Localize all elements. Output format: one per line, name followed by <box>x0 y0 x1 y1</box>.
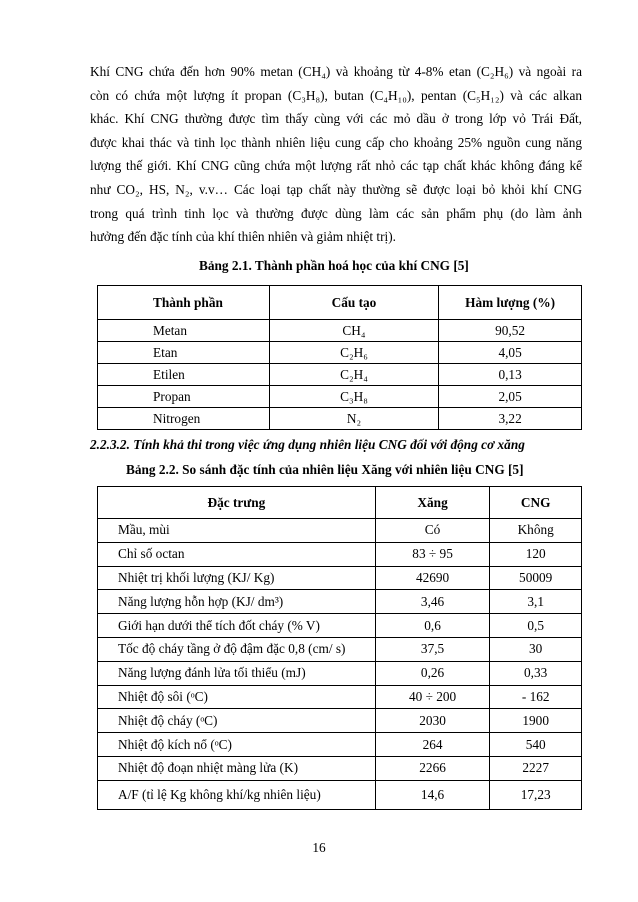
table-row <box>98 566 582 590</box>
paragraph-line: còn có chứa một lượng ít propan (C₃H₈), butan (C₄H₁₀), pentan (C₅H₁₂) và các alkan <box>90 87 582 103</box>
table-cell: 83 ÷ 95 <box>375 542 490 566</box>
table-row <box>98 661 582 685</box>
table-cell: Nhiệt độ đoạn nhiệt màng lửa (K) <box>98 756 376 780</box>
header-cell: CNG <box>490 487 582 519</box>
table-cell: 90,52 <box>439 320 582 342</box>
table-cell: 30 <box>490 637 582 661</box>
table-cell: 40 ÷ 200 <box>375 685 490 709</box>
table-cell: 0,5 <box>490 614 582 638</box>
table-cell: Mầu, mùi <box>98 519 376 543</box>
table-cell: 540 <box>490 733 582 757</box>
table-cell: 17,23 <box>490 780 582 809</box>
table-cell: Có <box>375 519 490 543</box>
table-cell: Nhiệt độ kích nổ (ᵒC) <box>98 733 376 757</box>
table-row <box>98 342 582 364</box>
table-cell: 37,5 <box>375 637 490 661</box>
paragraph-line: trong quá trình tinh lọc và thường được dùng làm các sản phẩm phụ (do làm ảnh <box>90 205 582 221</box>
table-cell: C₂H₄ <box>269 364 438 386</box>
comparison-table <box>97 486 582 810</box>
table-cell: Nitrogen <box>98 408 270 430</box>
table-cell: 2266 <box>375 756 490 780</box>
table-cell: Nhiệt độ sôi (ᵒC) <box>98 685 376 709</box>
table-row <box>98 733 582 757</box>
page-number: 16 <box>312 840 326 855</box>
table-row <box>98 637 582 661</box>
composition-table <box>97 285 582 430</box>
table-cell: 1900 <box>490 709 582 733</box>
table-cell: 3,46 <box>375 590 490 614</box>
table-cell: Tốc độ cháy tầng ở độ đậm đặc 0,8 (cm/ s) <box>98 637 376 661</box>
table-row <box>98 756 582 780</box>
table-cell: 120 <box>490 542 582 566</box>
table-cell: Năng lượng đánh lửa tối thiểu (mJ) <box>98 661 376 685</box>
table-cell: C₂H₆ <box>269 342 438 364</box>
paragraph-line: Khí CNG chứa đến hơn 90% metan (CH₄) và khoảng từ 4-8% etan (C₂H₆) và ngoài ra <box>90 64 582 79</box>
header-cell: Đặc trưng <box>98 487 376 519</box>
paragraph-line: khác. Khí CNG thường được tìm thấy cùng với các mỏ dầu ở trong lớp vỏ Trái Đất, <box>90 111 582 127</box>
table-cell: 0,26 <box>375 661 490 685</box>
table-row <box>98 590 582 614</box>
table-cell: CH₄ <box>269 320 438 342</box>
table-cell: 264 <box>375 733 490 757</box>
table-cell: 42690 <box>375 566 490 590</box>
table-cell: 0,33 <box>490 661 582 685</box>
table-header-row <box>98 286 582 320</box>
table-cell: - 162 <box>490 685 582 709</box>
table-cell: N₂ <box>269 408 438 430</box>
table-cell: Chỉ số octan <box>98 542 376 566</box>
table-cell: 3,22 <box>439 408 582 430</box>
table-cell: 3,1 <box>490 590 582 614</box>
table-row <box>98 519 582 543</box>
table-header-row <box>98 487 582 519</box>
header-cell: Hàm lượng (%) <box>439 286 582 320</box>
table1-caption: Bảng 2.1. Thành phần hoá học của khí CNG [5] <box>199 258 469 273</box>
header-cell: Xăng <box>375 487 490 519</box>
table-cell: A/F (tỉ lệ Kg không khí/kg nhiên liệu) <box>98 780 376 809</box>
table-cell: Nhiệt trị khối lượng (KJ/ Kg) <box>98 566 376 590</box>
table-cell: Propan <box>98 386 270 408</box>
header-cell: Thành phần <box>98 286 270 320</box>
table-cell: 0,13 <box>439 364 582 386</box>
table-cell: Metan <box>98 320 270 342</box>
table-row <box>98 320 582 342</box>
paragraph-line: hưởng đến đặc tính của khí thiên nhiên và giảm nhiệt trị). <box>90 229 396 245</box>
section-heading: 2.2.3.2. Tính khả thi trong việc ứng dụng nhiên liệu CNG đối với động cơ xăng <box>90 437 525 452</box>
table-row <box>98 780 582 809</box>
table-cell: 2,05 <box>439 386 582 408</box>
header-cell: Cấu tạo <box>269 286 438 320</box>
table-cell: Năng lượng hỗn hợp (KJ/ dm³) <box>98 590 376 614</box>
table-cell: 2030 <box>375 709 490 733</box>
table-row <box>98 408 582 430</box>
intro-paragraph <box>90 60 582 249</box>
table-cell: Etan <box>98 342 270 364</box>
paragraph-line: lượng thế giới. Khí CNG cũng chứa một lượng rất nhỏ các tạp chất khác không đáng kể <box>90 158 582 174</box>
paragraph-line: được khai thác và tinh lọc thành nhiên liệu cung cấp cho khoảng 25% nguồn cung năng <box>90 134 582 150</box>
table-cell: Nhiệt độ cháy (ᵒC) <box>98 709 376 733</box>
table-row <box>98 709 582 733</box>
table-cell: Không <box>490 519 582 543</box>
table-cell: 0,6 <box>375 614 490 638</box>
table-cell: 4,05 <box>439 342 582 364</box>
table-cell: 14,6 <box>375 780 490 809</box>
table-cell: 2227 <box>490 756 582 780</box>
paragraph-line: như CO₂, HS, N₂, v.v… Các loại tạp chất này thường sẽ được loại bỏ khỏi khí CNG <box>90 181 582 197</box>
table-row <box>98 614 582 638</box>
table2-caption: Bảng 2.2. So sánh đặc tính của nhiên liệu Xăng với nhiên liệu CNG [5] <box>126 462 524 477</box>
table-row <box>98 685 582 709</box>
table-row <box>98 386 582 408</box>
table-cell: C₃H₈ <box>269 386 438 408</box>
table-cell: 50009 <box>490 566 582 590</box>
table-cell: Giới hạn dưới thể tích đốt cháy (% V) <box>98 614 376 638</box>
table-row <box>98 364 582 386</box>
table-row <box>98 542 582 566</box>
table-cell: Etilen <box>98 364 270 386</box>
